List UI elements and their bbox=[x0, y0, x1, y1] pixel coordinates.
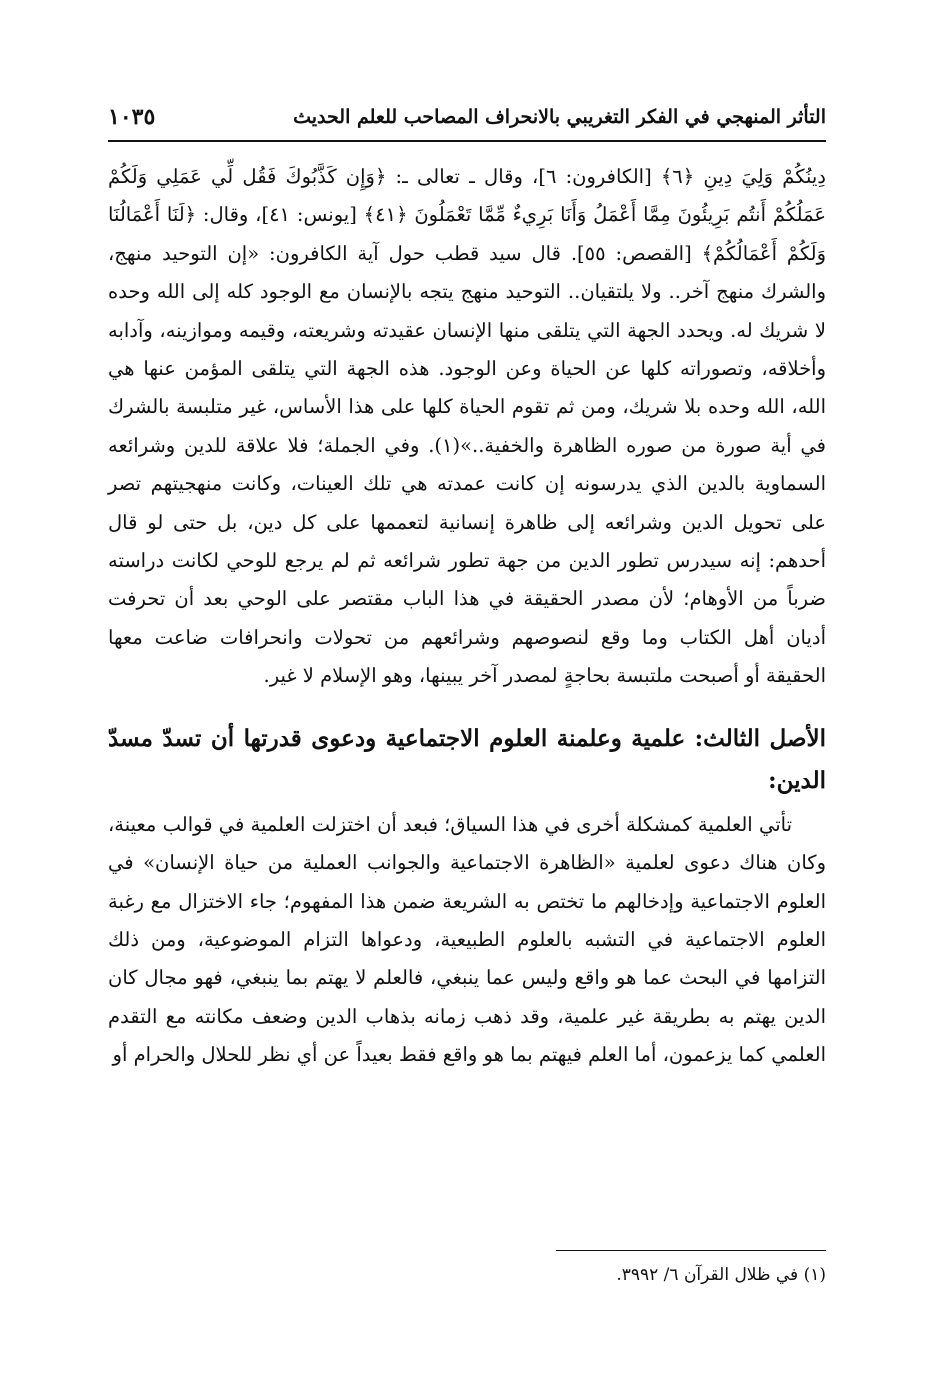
page-number: ١٠٣٥ bbox=[108, 104, 156, 130]
footnote-divider bbox=[556, 1250, 826, 1251]
page-header bbox=[108, 96, 826, 138]
header-divider bbox=[108, 140, 826, 142]
main-text bbox=[108, 150, 826, 1075]
running-title: التأثر المنهجي في الفكر التغريبي بالانحراف المصاحب للعلم الحديث bbox=[293, 106, 826, 128]
footnote: (١) في ظلال القرآن ٦/ ٣٩٩٢. bbox=[616, 1265, 826, 1285]
section-heading: الأصل الثالث: علمية وعلمنة العلوم الاجتماعية ودعوى قدرتها أن تسدّ مسدّ الدين: bbox=[108, 724, 826, 794]
paragraph-2: تأتي العلمية كمشكلة أخرى في هذا السياق؛ فبعد أن اختزلت العلمية في قوالب معينة، وكان هناك دعوى لعلمية «الظاهرة الاجتماعية والجوانب العملية من حياة الإنسان» في العلوم الاجتماعية وإدخالهم ما تختص به الشريعة ضمن هذا المفهوم؛ جاء الاختزال مع رغبة العلوم الاجتماعية في التشبه بالعلوم الطبيعية، ودعواها التزام الموضوعية، ومن ذلك التزامها في البحث عما هو واقع وليس عما ينبغي، فالعلم لا يهتم بما ينبغي، فهو مجال كان الدين يهتم به بطريقة غير علمية، وقد ذهب زمانه بذهاب الدين وضعف مكانته مع التقدم العلمي كما يزعمون، أما العلم فيهتم بما هو واقع فقط بعيداً عن أي نظر للحلال والحرام أو bbox=[108, 812, 826, 1067]
paragraph-1: دِينُكُمْ وَلِيَ دِينِ ﴿٦﴾ [الكافرون: ٦]، وقال ـ تعالى ـ: ﴿وَإِن كَذَّبُوكَ فَقُل لِّي عَمَلِي وَلَكُمْ عَمَلُكُمْ أَنتُم بَرِيئُونَ مِمَّا أَعْمَلُ وَأَنَا بَرِيءٌ مِّمَّا تَعْمَلُونَ ﴿٤١﴾ [يونس: ٤١]، وقال: ﴿لَنَا أَعْمَالُنَا وَلَكُمْ أَعْمَالُكُمْ﴾ [القصص: ٥٥]. قال سيد قطب حول آية الكافرون: «إن التوحيد منهج، والشرك منهج آخر.. ولا يلتقيان.. التوحيد منهج يتجه بالإنسان مع الوجود كله إلى الله وحده لا شريك له. ويحدد الجهة التي يتلقى منها الإنسان عقيدته وشريعته، وقيمه وموازينه، وآدابه وأخلاقه، وتصوراته كلها عن الحياة وعن الوجود. هذه الجهة التي يتلقى المؤمن عنها هي الله، الله وحده بلا شريك، ومن ثم تقوم الحياة كلها على هذا الأساس، غير متلبسة بالشرك في أية صورة من صوره الظاهرة والخفية..»(١). وفي الجملة؛ فلا علاقة للدين وشرائعه السماوية بالدين الذي يدرسونه إن كانت عمدته هي تلك العينات، وكانت منهجيتهم تصر على تحويل الدين وشرائعه إلى ظاهرة إنسانية لتعممها على كل دين، بل حتى لو قال أحدهم: إنه سيدرس تطور الدين من جهة تطور شرائعه ثم لم يرجع للوحي لكانت دراسته ضرباً من الأوهام؛ لأن مصدر الحقيقة في هذا الباب مقتصر على الوحي بعد أن تحرفت أديان أهل الكتاب وما وقع لنصوصهم وشرائعهم من تحولات وانحرافات ضاعت معها الحقيقة أو أصبحت ملتبسة بحاجةٍ لمصدر آخر يبينها، وهو الإسلام لا غير. bbox=[108, 165, 826, 688]
